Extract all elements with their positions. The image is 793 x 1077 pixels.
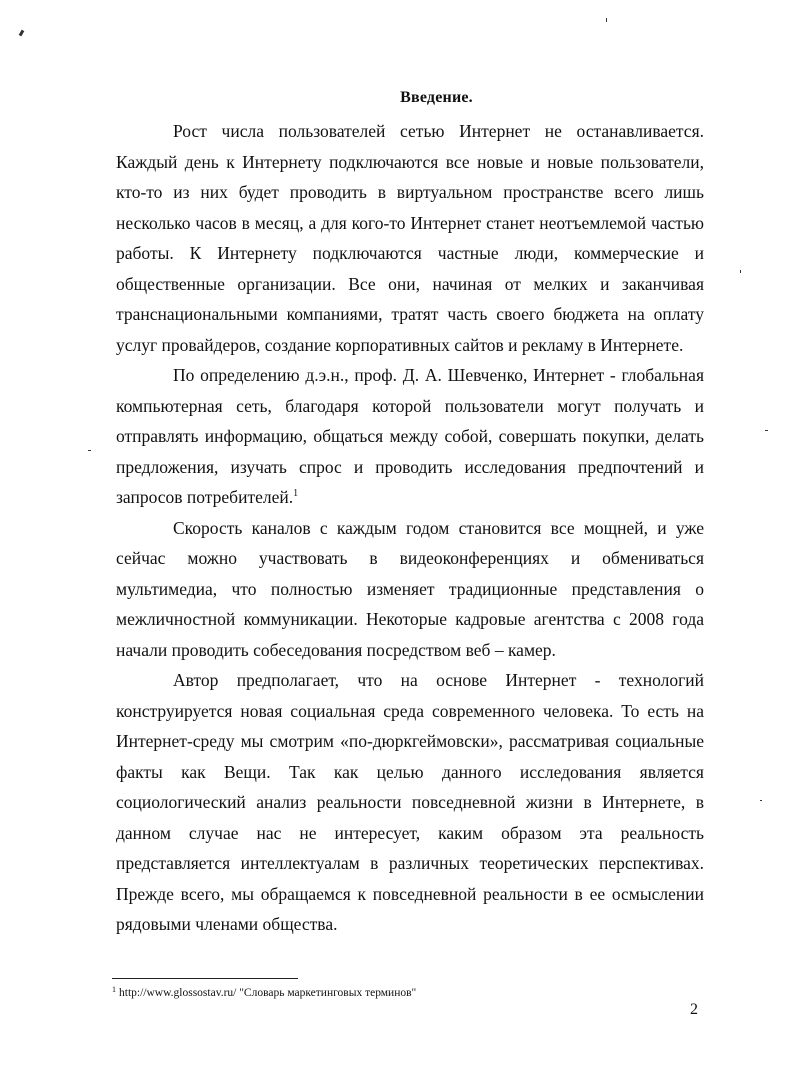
footnote	[112, 986, 416, 1000]
body-text	[116, 116, 704, 940]
paragraph-2-text: По определению д.э.н., проф. Д. А. Шевченко, Интернет - глобальная компьютерная сеть, благодаря которой пользователи могут получать и отправлять информацию, общаться между собой, совершать покупки, делать предложения, изучать спрос и проводить исследования предпочтений и запросов потребителей.	[116, 365, 704, 507]
footnote-divider	[112, 978, 298, 979]
footnote-marker: 1	[112, 985, 116, 994]
scan-speck	[765, 430, 768, 431]
scan-speck	[88, 450, 91, 451]
footnote-reference[interactable]: 1	[293, 488, 299, 499]
page-title: Введение.	[400, 89, 473, 106]
footnote-text: http://www.glossostav.ru/ "Словарь маркетинговых терминов"	[119, 987, 417, 999]
paragraph-1: Рост числа пользователей сетью Интернет не останавливается. Каждый день к Интернету подключаются все новые и новые пользователи, кто-то из них будет проводить в виртуальном пространстве всего лишь несколько часов в месяц, а для кого-то Интернет станет неотъемлемой частью работы. К Интернету подключаются частные люди, коммерческие и общественные организации. Все они, начиная от мелких и заканчивая транснациональными компаниями, тратят часть своего бюджета на оплату услуг провайдеров, создание корпоративных сайтов и рекламу в Интернете.	[116, 121, 704, 355]
paragraph-3: Скорость каналов с каждым годом становится все мощней, и уже сейчас можно участвовать в видеоконференциях и обмениваться мультимедиа, что полностью изменяет традиционные представления о межличностной коммуникации. Некоторые кадровые агентства с 2008 года начали проводить собеседования посредством веб – камер.	[116, 517, 704, 660]
paragraph-4: Автор предполагает, что на основе Интернет - технологий конструируется новая социальная среда современного человека. То есть на Интернет-среду мы смотрим «по-дюркгеймовски», рассматривая социальные факты как Вещи. Так как целью данного исследования является социологический анализ реальности повседневной жизни в Интернете, в данном случае нас не интересует, каким образом эта реальность представляется интеллектуалам в различных теоретических перспективах. Прежде всего, мы обращаемся к повседневной реальности в ее осмыслении рядовыми членами общества.	[116, 670, 704, 934]
page-number: 2	[690, 1001, 698, 1018]
scan-speck	[19, 30, 25, 37]
scan-speck	[760, 800, 762, 801]
scan-speck	[606, 18, 607, 22]
paragraph-2	[116, 360, 704, 513]
scan-speck	[740, 270, 741, 273]
